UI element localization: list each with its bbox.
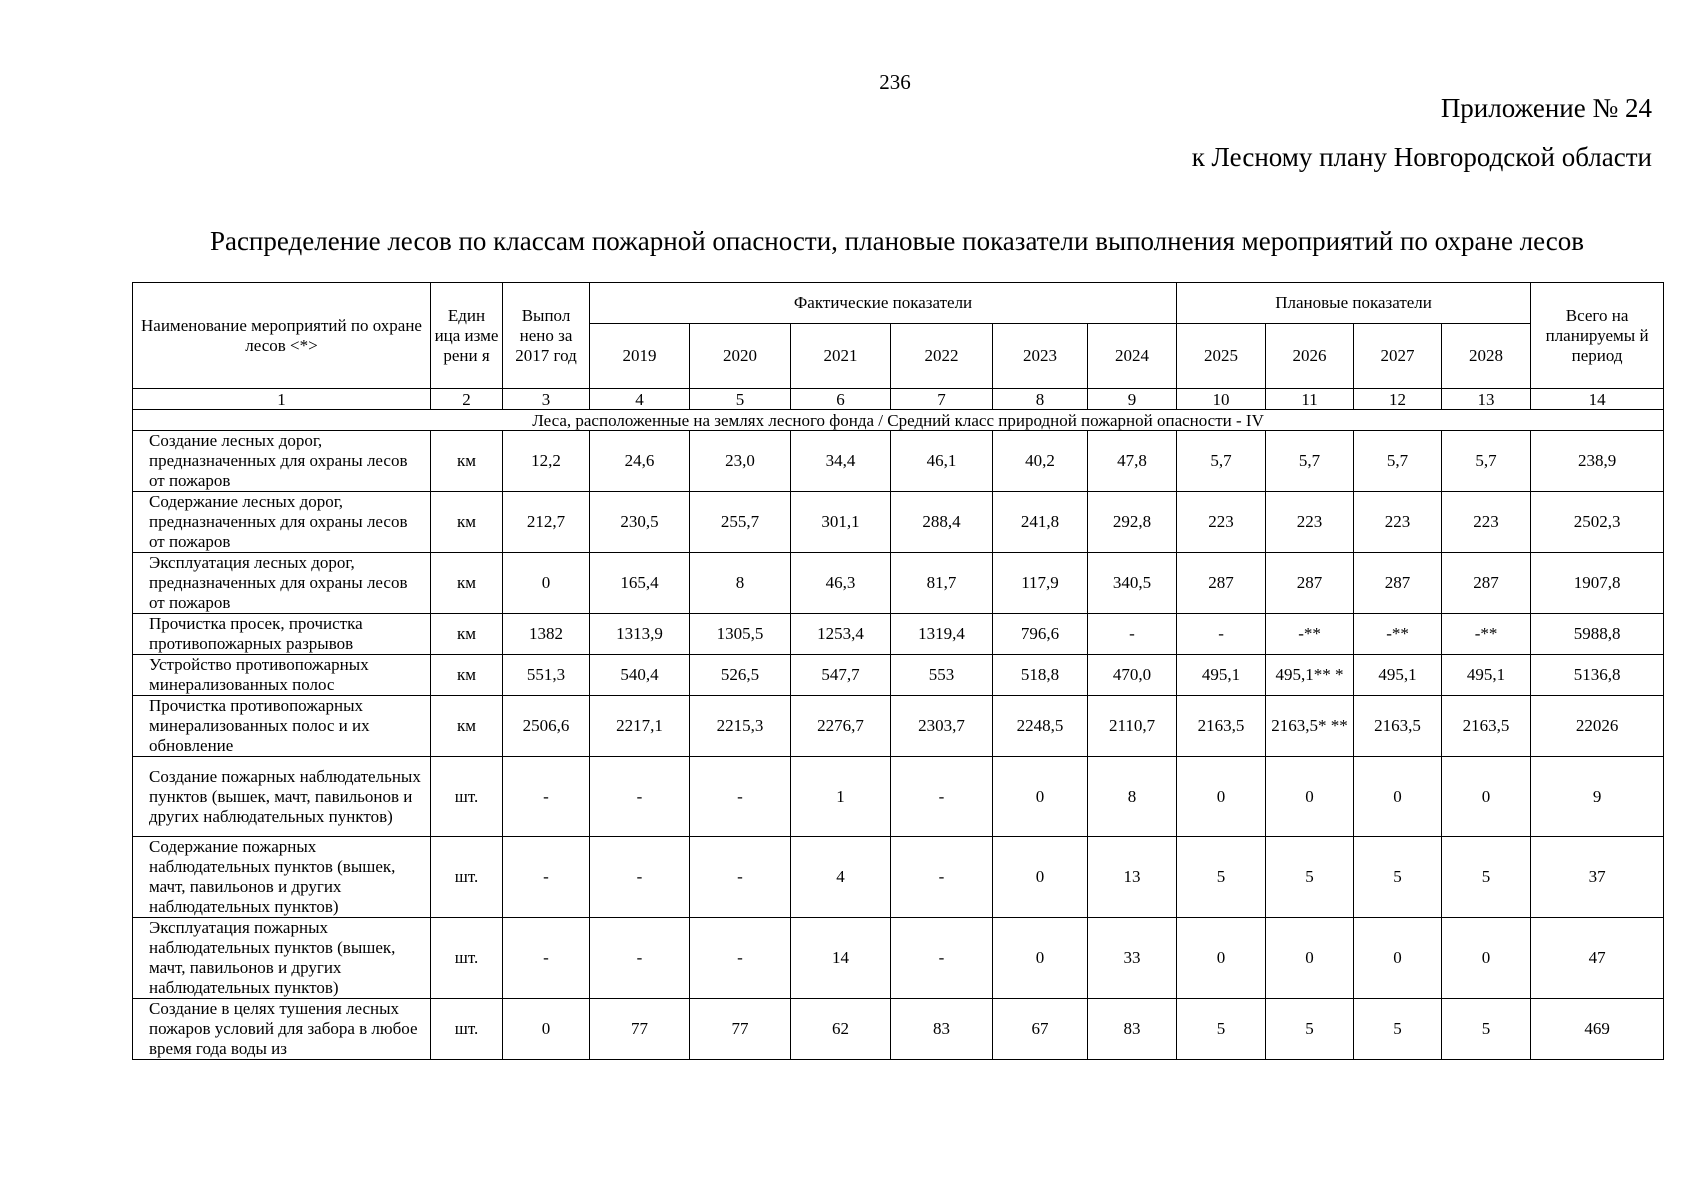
value-cell: 1382 — [503, 614, 590, 655]
value-cell: 165,4 — [590, 553, 690, 614]
value-cell: 495,1 — [1177, 655, 1266, 696]
value-cell: 34,4 — [791, 431, 891, 492]
section-title: Леса, расположенные на землях лесного фонда / Средний класс природной пожарной опасности - IV — [133, 410, 1664, 431]
value-cell: 553 — [891, 655, 993, 696]
value-cell: 77 — [690, 999, 791, 1060]
header-unit: Един ица изме рени я — [431, 283, 503, 389]
value-cell: 2303,7 — [891, 696, 993, 757]
header-planned-indicators: Плановые показатели — [1177, 283, 1531, 324]
value-cell: 2248,5 — [993, 696, 1088, 757]
header-year: 2019 — [590, 324, 690, 389]
value-cell: 0 — [993, 918, 1088, 999]
section-row — [133, 410, 1664, 431]
value-cell: 37 — [1531, 837, 1664, 918]
measure-name: Прочистка просек, прочистка противопожарных разрывов — [133, 614, 431, 655]
document-title: Распределение лесов по классам пожарной опасности, плановые показатели выполнения мероприятий по охране лесов — [209, 226, 1585, 256]
value-cell: 5988,8 — [1531, 614, 1664, 655]
appendix-title: Приложение № 24 — [1440, 93, 1652, 123]
value-cell: 12,2 — [503, 431, 590, 492]
value-cell: 223 — [1354, 492, 1442, 553]
value-cell: - — [590, 757, 690, 837]
page-number: 236 — [879, 70, 911, 94]
header-total-period: Всего на планируемы й период — [1531, 283, 1664, 389]
appendix-subtitle: к Лесному плану Новгородской области — [1191, 142, 1652, 172]
unit-cell: км — [431, 492, 503, 553]
header-row-primary — [133, 283, 1664, 324]
table-row — [133, 999, 1664, 1060]
value-cell: 47 — [1531, 918, 1664, 999]
table-row — [133, 614, 1664, 655]
value-cell: 5 — [1354, 999, 1442, 1060]
value-cell: 1253,4 — [791, 614, 891, 655]
value-cell: - — [590, 918, 690, 999]
unit-cell: шт. — [431, 918, 503, 999]
value-cell: 470,0 — [1088, 655, 1177, 696]
value-cell: 46,3 — [791, 553, 891, 614]
header-measure-name: Наименование мероприятий по охране лесов <*> — [133, 283, 431, 389]
value-cell: 2110,7 — [1088, 696, 1177, 757]
unit-cell: шт. — [431, 757, 503, 837]
value-cell: 5 — [1177, 837, 1266, 918]
value-cell: 518,8 — [993, 655, 1088, 696]
table-row — [133, 492, 1664, 553]
column-number: 8 — [993, 389, 1088, 410]
value-cell: 1 — [791, 757, 891, 837]
header-actual-indicators: Фактические показатели — [590, 283, 1177, 324]
value-cell: 796,6 — [993, 614, 1088, 655]
table-row — [133, 837, 1664, 918]
value-cell: 14 — [791, 918, 891, 999]
value-cell: 230,5 — [590, 492, 690, 553]
value-cell: 551,3 — [503, 655, 590, 696]
unit-cell: км — [431, 696, 503, 757]
column-number: 9 — [1088, 389, 1177, 410]
value-cell: 2163,5 — [1354, 696, 1442, 757]
value-cell: 288,4 — [891, 492, 993, 553]
header-year: 2023 — [993, 324, 1088, 389]
table-row — [133, 757, 1664, 837]
value-cell: 47,8 — [1088, 431, 1177, 492]
table-row — [133, 918, 1664, 999]
column-number: 2 — [431, 389, 503, 410]
value-cell: 2276,7 — [791, 696, 891, 757]
value-cell: 5136,8 — [1531, 655, 1664, 696]
value-cell: -** — [1266, 614, 1354, 655]
value-cell: 495,1** * — [1266, 655, 1354, 696]
value-cell: 1305,5 — [690, 614, 791, 655]
value-cell: 223 — [1177, 492, 1266, 553]
header-year: 2021 — [791, 324, 891, 389]
value-cell: 2506,6 — [503, 696, 590, 757]
header-year: 2024 — [1088, 324, 1177, 389]
value-cell: 287 — [1177, 553, 1266, 614]
header-year: 2025 — [1177, 324, 1266, 389]
value-cell: 495,1 — [1354, 655, 1442, 696]
value-cell: 287 — [1266, 553, 1354, 614]
column-number: 3 — [503, 389, 590, 410]
measure-name: Содержание лесных дорог, предназначенных для охраны лесов от пожаров — [133, 492, 431, 553]
value-cell: 5,7 — [1177, 431, 1266, 492]
column-number: 7 — [891, 389, 993, 410]
measure-name: Создание в целях тушения лесных пожаров условий для забора в любое время года воды из — [133, 999, 431, 1060]
column-number: 4 — [590, 389, 690, 410]
column-number: 13 — [1442, 389, 1531, 410]
value-cell: 2502,3 — [1531, 492, 1664, 553]
unit-cell: км — [431, 553, 503, 614]
value-cell: 24,6 — [590, 431, 690, 492]
value-cell: 0 — [503, 999, 590, 1060]
value-cell: 77 — [590, 999, 690, 1060]
value-cell: 212,7 — [503, 492, 590, 553]
header-year: 2022 — [891, 324, 993, 389]
measure-name: Эксплуатация пожарных наблюдательных пунктов (вышек, мачт, павильонов и других наблюдательных пунктов) — [133, 918, 431, 999]
value-cell: 67 — [993, 999, 1088, 1060]
value-cell: 1313,9 — [590, 614, 690, 655]
unit-cell: км — [431, 431, 503, 492]
value-cell: - — [891, 837, 993, 918]
value-cell: 62 — [791, 999, 891, 1060]
value-cell: 340,5 — [1088, 553, 1177, 614]
column-number: 11 — [1266, 389, 1354, 410]
value-cell: 255,7 — [690, 492, 791, 553]
value-cell: 5 — [1354, 837, 1442, 918]
column-number: 6 — [791, 389, 891, 410]
table-row — [133, 431, 1664, 492]
value-cell: 33 — [1088, 918, 1177, 999]
measure-name: Эксплуатация лесных дорог, предназначенных для охраны лесов от пожаров — [133, 553, 431, 614]
value-cell: 13 — [1088, 837, 1177, 918]
header-done-2017: Выпол нено за 2017 год — [503, 283, 590, 389]
table-body — [133, 389, 1664, 1060]
value-cell: 8 — [690, 553, 791, 614]
value-cell: 241,8 — [993, 492, 1088, 553]
value-cell: - — [891, 918, 993, 999]
value-cell: 2163,5 — [1442, 696, 1531, 757]
value-cell: 238,9 — [1531, 431, 1664, 492]
value-cell: 5,7 — [1442, 431, 1531, 492]
value-cell: 223 — [1442, 492, 1531, 553]
value-cell: 0 — [1177, 918, 1266, 999]
value-cell: 22026 — [1531, 696, 1664, 757]
table-row — [133, 696, 1664, 757]
value-cell: - — [891, 757, 993, 837]
value-cell: 9 — [1531, 757, 1664, 837]
value-cell: 547,7 — [791, 655, 891, 696]
value-cell: 0 — [993, 837, 1088, 918]
value-cell: 83 — [891, 999, 993, 1060]
value-cell: 540,4 — [590, 655, 690, 696]
value-cell: 5 — [1442, 837, 1531, 918]
column-numbers-row — [133, 389, 1664, 410]
value-cell: 0 — [1354, 757, 1442, 837]
value-cell: 83 — [1088, 999, 1177, 1060]
header-year: 2028 — [1442, 324, 1531, 389]
value-cell: - — [1177, 614, 1266, 655]
unit-cell: шт. — [431, 999, 503, 1060]
value-cell: 4 — [791, 837, 891, 918]
value-cell: 1319,4 — [891, 614, 993, 655]
column-number: 10 — [1177, 389, 1266, 410]
value-cell: - — [503, 918, 590, 999]
value-cell: 2163,5* ** — [1266, 696, 1354, 757]
value-cell: 2215,3 — [690, 696, 791, 757]
value-cell: 5 — [1442, 999, 1531, 1060]
value-cell: 1907,8 — [1531, 553, 1664, 614]
value-cell: 292,8 — [1088, 492, 1177, 553]
value-cell: -** — [1354, 614, 1442, 655]
value-cell: - — [503, 837, 590, 918]
value-cell: 40,2 — [993, 431, 1088, 492]
value-cell: 526,5 — [690, 655, 791, 696]
value-cell: 0 — [1442, 918, 1531, 999]
value-cell: - — [590, 837, 690, 918]
value-cell: 287 — [1354, 553, 1442, 614]
value-cell: 117,9 — [993, 553, 1088, 614]
measure-name: Создание пожарных наблюдательных пунктов (вышек, мачт, павильонов и других наблюдательных пунктов) — [133, 757, 431, 837]
value-cell: 2163,5 — [1177, 696, 1266, 757]
value-cell: 46,1 — [891, 431, 993, 492]
value-cell: 5,7 — [1266, 431, 1354, 492]
unit-cell: км — [431, 655, 503, 696]
value-cell: 81,7 — [891, 553, 993, 614]
header-year: 2026 — [1266, 324, 1354, 389]
measure-name: Прочистка противопожарных минерализованных полос и их обновление — [133, 696, 431, 757]
value-cell: 0 — [1442, 757, 1531, 837]
table-row — [133, 553, 1664, 614]
value-cell: 0 — [1177, 757, 1266, 837]
column-number: 12 — [1354, 389, 1442, 410]
table-row — [133, 655, 1664, 696]
value-cell: - — [503, 757, 590, 837]
value-cell: - — [690, 837, 791, 918]
value-cell: 469 — [1531, 999, 1664, 1060]
value-cell: 5 — [1266, 837, 1354, 918]
header-year: 2020 — [690, 324, 791, 389]
measure-name: Устройство противопожарных минерализованных полос — [133, 655, 431, 696]
value-cell: 2217,1 — [590, 696, 690, 757]
value-cell: 5 — [1177, 999, 1266, 1060]
value-cell: 0 — [993, 757, 1088, 837]
value-cell: 0 — [1266, 757, 1354, 837]
fire-protection-table — [132, 282, 1664, 1060]
value-cell: 287 — [1442, 553, 1531, 614]
measure-name: Содержание пожарных наблюдательных пунктов (вышек, мачт, павильонов и других наблюдательных пунктов) — [133, 837, 431, 918]
value-cell: -** — [1442, 614, 1531, 655]
column-number: 14 — [1531, 389, 1664, 410]
value-cell: - — [690, 918, 791, 999]
column-number: 5 — [690, 389, 791, 410]
value-cell: 495,1 — [1442, 655, 1531, 696]
unit-cell: км — [431, 614, 503, 655]
value-cell: - — [1088, 614, 1177, 655]
value-cell: 5,7 — [1354, 431, 1442, 492]
column-number: 1 — [133, 389, 431, 410]
value-cell: - — [690, 757, 791, 837]
value-cell: 5 — [1266, 999, 1354, 1060]
value-cell: 223 — [1266, 492, 1354, 553]
unit-cell: шт. — [431, 837, 503, 918]
value-cell: 0 — [503, 553, 590, 614]
value-cell: 23,0 — [690, 431, 791, 492]
header-year: 2027 — [1354, 324, 1442, 389]
value-cell: 0 — [1266, 918, 1354, 999]
value-cell: 0 — [1354, 918, 1442, 999]
value-cell: 8 — [1088, 757, 1177, 837]
value-cell: 301,1 — [791, 492, 891, 553]
measure-name: Создание лесных дорог, предназначенных для охраны лесов от пожаров — [133, 431, 431, 492]
